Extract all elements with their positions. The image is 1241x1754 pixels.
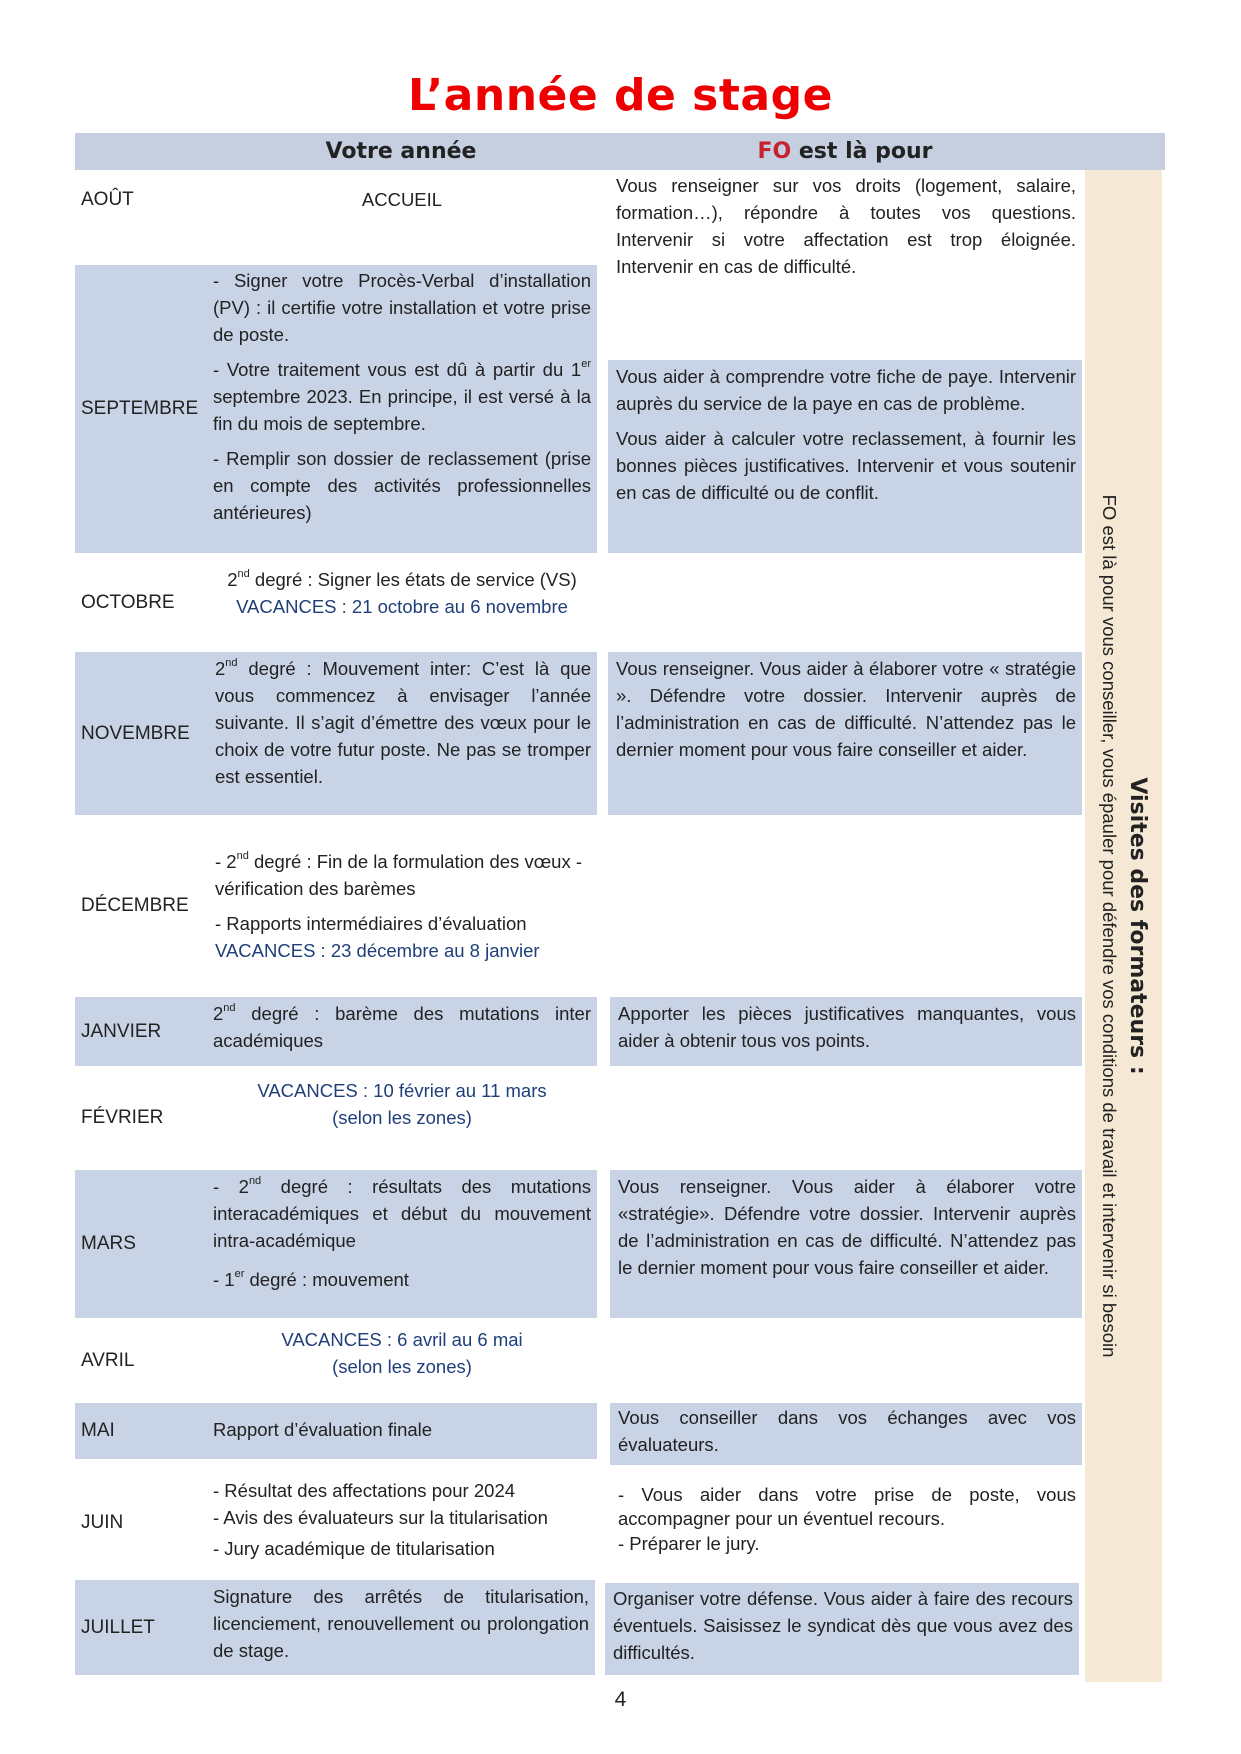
avril-vacances-cell: [205, 1326, 597, 1380]
formateurs-sidebar: [1085, 170, 1162, 1682]
mars-year-cell: [205, 1173, 597, 1293]
page-title: L’année de stage: [408, 70, 833, 121]
septembre-fo-paye: Vous aider à comprendre votre fiche de paye. Intervenir auprès du service de la paye en cas de problème.: [616, 366, 1076, 414]
mars-degree-rest: degré : résultats des mutations interacadémiques et début du mouvement intra-académique: [213, 1176, 591, 1251]
fo-brand: FO: [757, 139, 792, 164]
juin-year-avis: - Avis des évaluateurs sur la titularisation: [213, 1507, 548, 1528]
month-novembre: NOVEMBRE: [81, 722, 190, 744]
mai-year-text: Rapport d’évaluation finale: [213, 1419, 433, 1440]
month-juin: JUIN: [81, 1511, 124, 1533]
month-janvier: JANVIER: [81, 1020, 162, 1042]
juillet-year-text: Signature des arrêtés de titularisation, licenciement, renouvellement ou prolongation de stage.: [213, 1586, 589, 1661]
septembre-fo-reclassement: Vous aider à calculer votre reclassement, à fournir les bonnes pièces justificatives. Intervenir et vous soutenir en cas de difficulté ou de conflit.: [616, 428, 1076, 503]
decembre-year-cell: [207, 848, 597, 964]
month-avril: AVRIL: [81, 1349, 135, 1371]
superscript: er: [581, 358, 591, 370]
superscript: nd: [248, 1175, 262, 1187]
month-juillet: JUILLET: [81, 1616, 155, 1638]
sidebar-title: Visites des formateurs :: [1124, 777, 1150, 1075]
juin-fo-prise-de-poste: - Vous aider dans votre prise de poste, vous accompagner pour un éventuel recours.: [618, 1484, 1076, 1529]
novembre-year-text: [207, 655, 597, 790]
month-octobre: OCTOBRE: [81, 591, 175, 613]
avril-zones: (selon les zones): [332, 1356, 472, 1377]
header-votre-annee: Votre année: [325, 139, 477, 164]
month-decembre: DÉCEMBRE: [81, 895, 189, 916]
novembre-degree-num: 2: [215, 658, 226, 679]
sidebar-rotated-text: [1096, 176, 1152, 1676]
septembre-year-cell: [205, 265, 597, 526]
decembre-degree-num: - 2: [215, 851, 237, 872]
mai-fo-text: Vous conseiller dans vos échanges avec vos évaluateurs.: [618, 1407, 1076, 1455]
juin-fo-cell: [610, 1483, 1082, 1557]
octobre-vacances: VACANCES : 21 octobre au 6 novembre: [236, 596, 568, 617]
septembre-traitement-b: septembre 2023. En principe, il est versé à la fin du mois de septembre.: [213, 386, 591, 434]
mars-fo-text: Vous renseigner. Vous aider à élaborer votre «stratégie». Défendre votre dossier. Intervenir auprès de l’administration en cas de difficulté. N’attendez pas le dernier moment pour vous faire conseiller et aider.: [618, 1176, 1076, 1278]
mars-year-mouvement: [213, 1266, 591, 1293]
superscript: nd: [225, 657, 238, 669]
aout-year-text: ACCUEIL: [361, 189, 443, 210]
superscript: er: [234, 1268, 245, 1280]
month-septembre: SEPTEMBRE: [81, 398, 199, 419]
juillet-fo-text: Organiser votre défense. Vous aider à faire des recours éventuels. Saisissez le syndicat dès que vous avez des difficultés.: [613, 1588, 1073, 1663]
mars-degree2-rest: degré : mouvement: [244, 1269, 409, 1290]
superscript: nd: [236, 850, 249, 862]
septembre-year-pv: - Signer votre Procès-Verbal d’installation (PV) : il certifie votre installation et votre prise de poste.: [213, 270, 591, 345]
fevrier-vacances-cell: [205, 1077, 597, 1131]
juin-fo-jury: - Préparer le jury.: [618, 1533, 760, 1554]
octobre-year-cell: [205, 566, 597, 620]
janvier-year-text: [205, 1000, 597, 1054]
table-header: [75, 133, 1165, 170]
janvier-degree-num: 2: [213, 1003, 224, 1024]
month-mars: MARS: [81, 1233, 136, 1254]
page-number: 4: [614, 1688, 627, 1711]
month-aout: AOÛT: [81, 189, 134, 210]
juin-year-cell: [205, 1477, 597, 1562]
septembre-year-traitement: [213, 356, 591, 437]
octobre-degree-rest: degré : Signer les états de service (VS): [249, 569, 577, 590]
novembre-degree-rest: degré : Mouvement inter: C’est là que vous commencez à envisager l’année suivante. Il s’agit d’émettre des vœux pour le choix de votre futur poste. Ne pas se tromper est essentiel.: [215, 658, 591, 787]
decembre-year-voeux: [215, 848, 591, 902]
superscript: nd: [223, 1002, 236, 1014]
septembre-fo-cell: [608, 363, 1082, 506]
janvier-fo-text: Apporter les pièces justificatives manquantes, vous aider à obtenir tous vos points.: [618, 1003, 1076, 1051]
fevrier-zones: (selon les zones): [332, 1107, 472, 1128]
juin-year-affectations: - Résultat des affectations pour 2024: [213, 1480, 516, 1501]
header-fo-rest: est là pour: [791, 139, 933, 164]
fevrier-vacances: VACANCES : 10 février au 11 mars: [257, 1080, 547, 1101]
header-fo-est-la-pour: [608, 133, 1082, 170]
mars-degree2-num: - 1: [213, 1269, 235, 1290]
mars-year-mutations: [213, 1173, 591, 1254]
superscript: nd: [237, 568, 250, 580]
sidebar-subtitle: FO est là pour vous conseiller, vous épauler pour défendre vos conditions de travail et intervenir si besoin: [1098, 494, 1120, 1358]
decembre-year-rapports: - Rapports intermédiaires d’évaluation: [215, 913, 527, 934]
octobre-year-text: [213, 566, 591, 593]
aout-fo-text: Vous renseigner sur vos droits (logement, salaire, formation…), répondre à toutes vos questions. Intervenir si votre affectation est trop éloignée. Intervenir en cas de difficulté.: [616, 175, 1076, 277]
month-fevrier: FÉVRIER: [81, 1107, 164, 1128]
avril-vacances: VACANCES : 6 avril au 6 mai: [281, 1329, 523, 1350]
decembre-degree-rest: degré : Fin de la formulation des vœux - vérification des barèmes: [215, 851, 582, 899]
septembre-year-reclassement: - Remplir son dossier de reclassement (prise en compte des activités professionnelles antérieures): [213, 448, 591, 523]
mars-degree-num: - 2: [213, 1176, 249, 1197]
juin-year-jury: - Jury académique de titularisation: [213, 1538, 495, 1559]
octobre-degree-num: 2: [227, 569, 238, 590]
janvier-degree-rest: degré : barème des mutations inter académiques: [213, 1003, 591, 1051]
month-mai: MAI: [81, 1420, 115, 1441]
septembre-traitement-a: - Votre traitement vous est dû à partir du 1: [213, 359, 582, 380]
decembre-vacances: VACANCES : 23 décembre au 8 janvier: [215, 940, 540, 961]
novembre-fo-text: Vous renseigner. Vous aider à élaborer votre « stratégie ». Défendre votre dossier. Intervenir auprès de l’administration en cas de difficulté. N’attendez pas le dernier moment pour vous faire conseiller et aider.: [616, 658, 1076, 760]
